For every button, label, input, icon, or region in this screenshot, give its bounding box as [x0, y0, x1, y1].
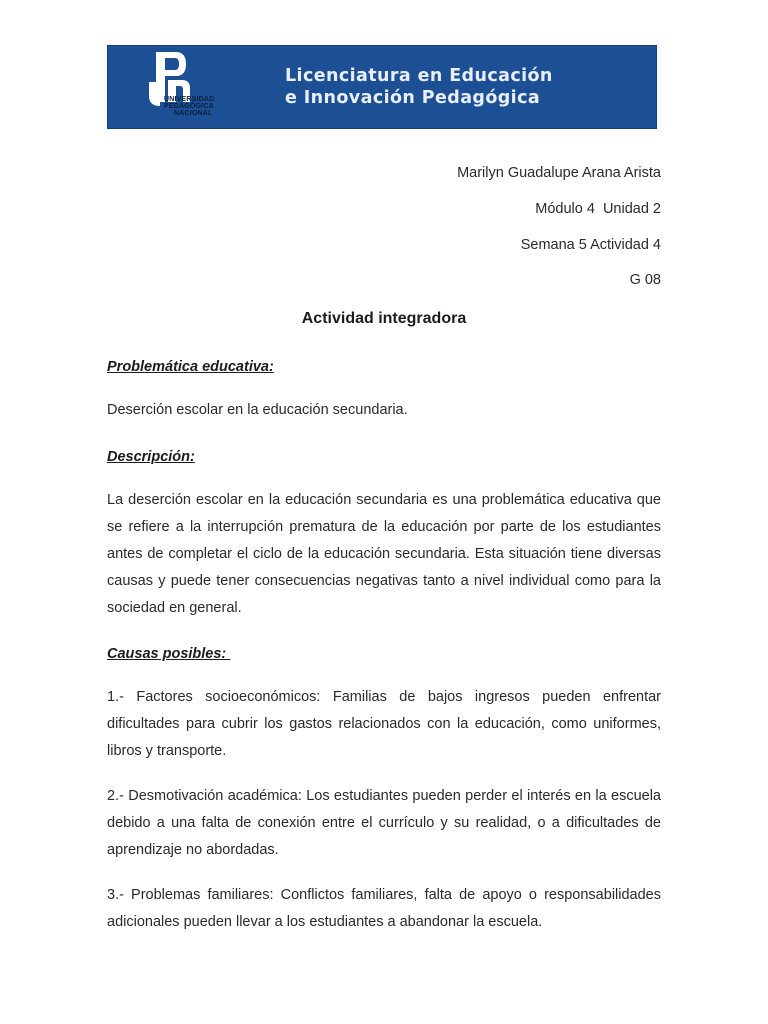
header-banner: [107, 45, 657, 129]
module-unit: Módulo 4 Unidad 2: [535, 201, 661, 217]
group-code: G 08: [629, 272, 661, 288]
description-heading: Descripción:: [107, 449, 195, 465]
university-name: UNIVERSIDAD PEDAGÓGICA NACIONAL: [164, 96, 215, 117]
document-title: Actividad integradora: [301, 310, 467, 327]
causes-heading: Causas posibles:: [107, 646, 231, 662]
program-title: [285, 65, 553, 109]
program-title-line2: e Innovación Pedagógica: [285, 88, 541, 108]
description-text: La deserción escolar en la educación secundaria es una problemática educativa que se refiere a la interrupción prematura de la educación por parte de los estudiantes antes de completar el ciclo de la educación secundaria. Esta situación tiene diversas causas y puede tener consecuencias negativas tanto a nivel individual como para la sociedad en general.: [107, 492, 661, 616]
program-title-line1: Licenciatura en Educación: [285, 66, 553, 86]
author-name: Marilyn Guadalupe Arana Arista: [457, 165, 661, 181]
cause-item-2: 2.- Desmotivación académica: Los estudiantes pueden perder el interés en la escuela debido a una falta de conexión entre el currículo y su realidad, o a dificultades de aprendizaje no abordadas.: [107, 788, 661, 858]
week-activity: Semana 5 Actividad 4: [520, 237, 661, 253]
problem-heading: Problemática educativa:: [107, 359, 274, 375]
cause-item-1: 1.- Factores socioeconómicos: Familias de bajos ingresos pueden enfrentar dificultades para cubrir los gastos relacionados con la educación, como uniformes, libros y transporte.: [107, 689, 661, 759]
cause-item-3: 3.- Problemas familiares: Conflictos familiares, falta de apoyo o responsabilidades adicionales pueden llevar a los estudiantes a abandonar la escuela.: [107, 887, 661, 930]
problem-text: Deserción escolar en la educación secundaria.: [107, 402, 408, 418]
